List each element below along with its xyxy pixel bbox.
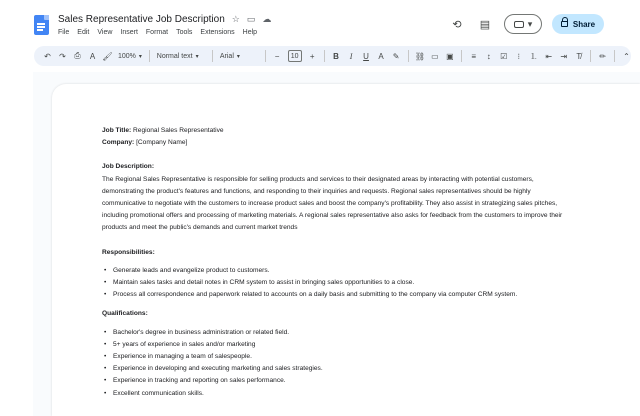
decrease-font-size-icon[interactable]: − <box>274 51 280 61</box>
bold-icon[interactable]: B <box>333 51 339 61</box>
header-actions <box>448 14 632 34</box>
meet-button[interactable] <box>504 14 542 34</box>
font-select[interactable] <box>220 53 258 60</box>
zoom-select[interactable] <box>118 53 142 60</box>
italic-icon[interactable]: I <box>349 51 353 61</box>
title-row <box>58 14 271 25</box>
lock-icon <box>561 21 568 27</box>
align-icon[interactable]: ≡ <box>471 51 477 61</box>
toolbar-divider <box>614 50 615 62</box>
list-item: • 5+ years of experience in sales and/or marketing <box>102 339 572 351</box>
chevron-up-icon[interactable]: ⌃ <box>623 51 630 61</box>
paint-format-icon[interactable]: 🖌 <box>102 51 113 61</box>
chevron-down-icon: ▾ <box>195 53 199 60</box>
toolbar-divider <box>590 50 591 62</box>
share-button[interactable] <box>552 14 604 34</box>
style-select[interactable] <box>157 53 205 60</box>
chevron-down-icon: ▾ <box>138 53 142 60</box>
folder-icon[interactable]: ▭ <box>246 14 256 24</box>
comments-icon[interactable]: ▤ <box>479 18 491 31</box>
document-title[interactable]: Sales Representative Job Description <box>58 14 225 25</box>
job-title-line <box>102 125 572 137</box>
menu-insert[interactable]: Insert <box>120 29 138 36</box>
company-line <box>102 137 572 149</box>
job-title-value: Regional Sales Representative <box>131 127 224 134</box>
highlight-icon[interactable]: ✎ <box>392 51 400 61</box>
docs-logo-icon[interactable] <box>34 15 49 35</box>
responsibilities-heading: Responsibilities: <box>102 248 155 256</box>
style-value: Normal text <box>156 52 193 60</box>
menu-file[interactable]: File <box>58 29 70 36</box>
list-item: • Maintain sales tasks and detail notes in CRM system to assist in bringing sales opportunities to a close. <box>102 277 572 289</box>
redo-icon[interactable]: ↷ <box>59 51 66 61</box>
chevron-down-icon: ▾ <box>527 18 533 29</box>
star-icon[interactable]: ☆ <box>231 14 240 24</box>
zoom-value: 100% <box>118 52 136 60</box>
menu-view[interactable]: View <box>97 29 113 36</box>
chevron-down-icon: ▾ <box>236 53 240 60</box>
checklist-icon[interactable]: ☑ <box>500 51 508 61</box>
qualifications-heading: Qualifications: <box>102 310 148 318</box>
toolbar-divider <box>461 50 462 62</box>
bulleted-list-icon[interactable]: ⁝ <box>517 51 521 61</box>
history-icon[interactable]: ⟲ <box>452 18 462 31</box>
menu-edit[interactable]: Edit <box>77 29 90 36</box>
toolbar-divider <box>212 50 213 62</box>
link-icon[interactable]: ⛓ <box>414 51 425 61</box>
text-color-icon[interactable]: A <box>378 51 384 61</box>
menu-tools[interactable]: Tools <box>176 29 193 36</box>
app-header <box>0 0 640 44</box>
toolbar-divider <box>324 50 325 62</box>
menu-bar <box>58 29 257 36</box>
qualifications-list <box>102 327 572 400</box>
undo-icon[interactable]: ↶ <box>44 51 51 61</box>
company-label: Company: <box>102 139 135 147</box>
description-paragraph: The Regional Sales Representative is responsible for selling products and services to their designated areas by interacting with potential customers, demonstrating the product's features and functions, and responding to their inquiries and requests. Regional sales representatives should be highly communicative to negotiate with the customers to increase product sales and boost the company's profitability. They also assist in strategizing sales pitches, including promotional offers and processing of marketing materials. A regional sales representative also asks for feedback from the customers to improve their products and meet the public's demands and current market trends <box>102 175 563 232</box>
list-item: • Generate leads and evangelize product to customers. <box>102 265 572 277</box>
increase-indent-icon[interactable]: ⇥ <box>560 51 568 61</box>
add-comment-icon[interactable]: ▭ <box>431 51 439 61</box>
video-camera-icon <box>514 21 524 28</box>
list-item: • Experience in managing a team of salespeople. <box>102 351 572 363</box>
toolbar-divider <box>265 50 266 62</box>
insert-image-icon[interactable]: ▣ <box>446 51 454 61</box>
decrease-indent-icon[interactable]: ⇤ <box>545 51 553 61</box>
font-size-input[interactable]: 10 <box>288 50 302 62</box>
cloud-icon[interactable]: ☁ <box>262 14 272 24</box>
toolbar-divider <box>149 50 150 62</box>
editing-mode-icon[interactable]: ✏ <box>599 51 606 61</box>
list-item: • Bachelor's degree in business administration or related field. <box>102 327 572 339</box>
menu-extensions[interactable]: Extensions <box>200 29 235 36</box>
font-value: Arial <box>219 52 234 60</box>
description-heading: Job Description: <box>102 163 155 171</box>
account-avatar[interactable] <box>614 15 632 33</box>
numbered-list-icon[interactable]: ⒈ <box>529 51 538 61</box>
spellcheck-icon[interactable]: A <box>89 51 96 61</box>
formatting-toolbar <box>34 46 631 66</box>
clear-formatting-icon[interactable]: T̸ <box>576 51 582 61</box>
menu-format[interactable]: Format <box>145 29 169 36</box>
print-icon[interactable]: ⎙ <box>74 51 81 60</box>
responsibilities-list <box>102 265 572 302</box>
list-item: • Process all correspondence and paperwork related to accounts on a daily basis and submitting to the company via computer CRM system. <box>102 289 572 301</box>
menu-help[interactable]: Help <box>242 29 258 36</box>
line-spacing-icon[interactable]: ↕ <box>486 51 491 61</box>
list-item: • Excellent communication skills. <box>102 388 572 400</box>
list-item: • Experience in tracking and reporting on sales performance. <box>102 375 572 387</box>
increase-font-size-icon[interactable]: + <box>309 51 315 61</box>
share-label: Share <box>572 19 596 29</box>
underline-icon[interactable]: U <box>363 51 369 61</box>
company-value: [Company Name] <box>134 139 188 147</box>
list-item: • Experience in developing and executing marketing and sales strategies. <box>102 363 572 375</box>
document-body[interactable] <box>102 125 572 400</box>
toolbar-divider <box>408 50 409 62</box>
job-title-label: Job Title: <box>102 127 132 134</box>
